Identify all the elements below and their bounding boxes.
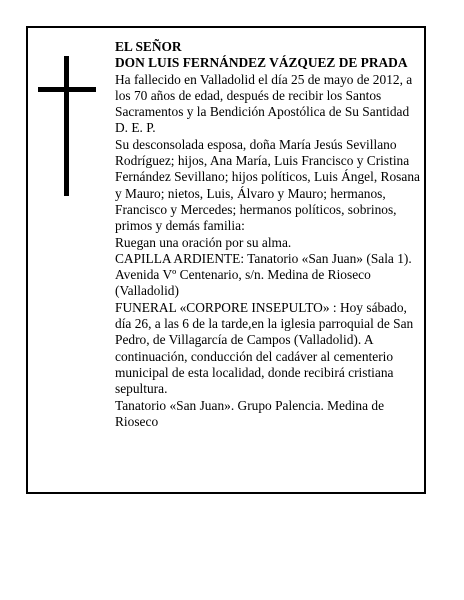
deceased-name: DON LUIS FERNÁNDEZ VÁZQUEZ DE PRADA bbox=[115, 55, 408, 71]
chapel-info: CAPILLA ARDIENTE: Tanatorio «San Juan» (Sala 1). Avenida Vº Centenario, s/n. Medina de Rioseco (Valladolid) bbox=[115, 250, 412, 299]
prayer-request: Ruegan una oración por su alma. bbox=[115, 234, 292, 250]
funeral-info: FUNERAL «CORPORE INSEPULTO» : Hoy sábado, día 26, a las 6 de la tarde,en la iglesia parroquial de San Pedro, de Villagarcía de Campos (Valladolid). A continuación, conducción del cadáver al cementerio municipal de esta localidad, donde recibirá cristiana sepultura. bbox=[115, 299, 414, 397]
death-notice-paragraph: Ha fallecido en Valladolid el día 25 de mayo de 2012, a los 70 años de edad, después de recibir los Santos Sacramentos y la Bendición Apostólica de Su Santidad D. E. P. bbox=[115, 71, 413, 136]
title-line-1: EL SEÑOR bbox=[115, 39, 182, 54]
family-paragraph: Su desconsolada esposa, doña María Jesús Sevillano Rodríguez; hijos, Ana María, Luis Francisco y Cristina Fernández Sevillano; hijos políticos, Luis Ángel, Rosana y Mauro; nietos, Luis, Álvaro y Mauro; hermanos, Francisco y Mercedes; hermanos políticos, sobrinos, primos y demás familia: bbox=[115, 136, 420, 234]
cross-icon bbox=[64, 56, 69, 196]
funeral-home: Tanatorio «San Juan». Grupo Palencia. Medina de Rioseco bbox=[115, 397, 385, 429]
notice-text bbox=[115, 39, 425, 430]
cross-icon-crossbar bbox=[38, 87, 96, 92]
